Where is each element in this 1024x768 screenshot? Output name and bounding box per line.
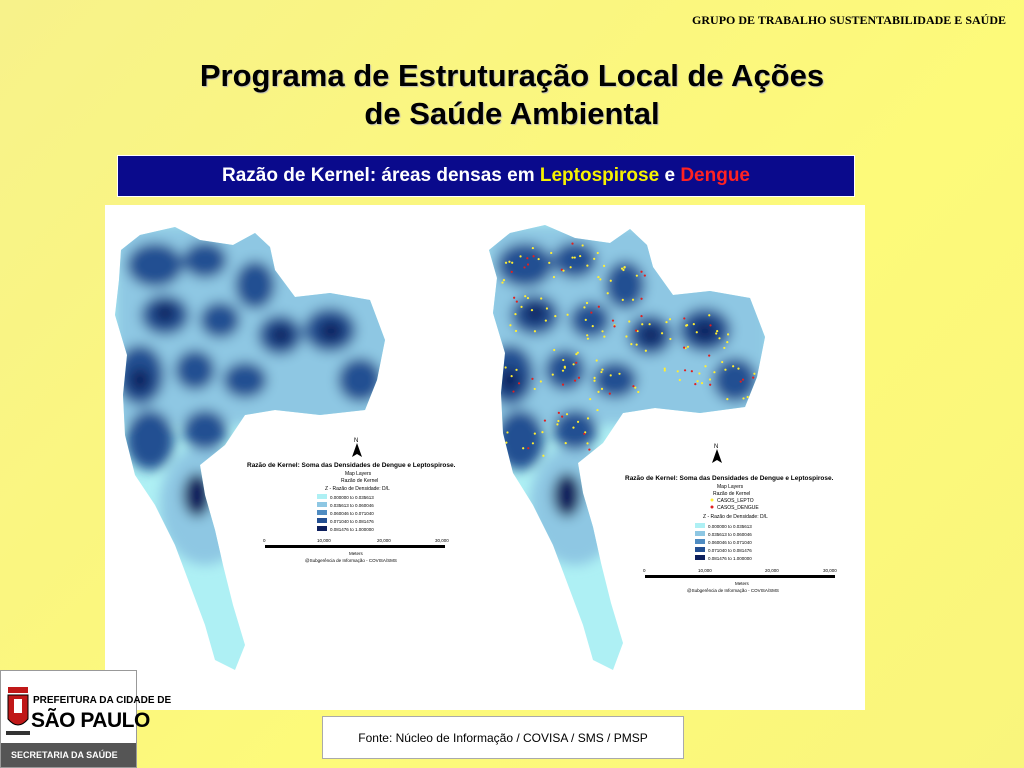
dengue-case-point bbox=[578, 377, 580, 379]
left-legend-class-3: 0.060046 to 0.071040 bbox=[330, 511, 374, 516]
dengue-case-point bbox=[526, 257, 528, 259]
lepto-case-point bbox=[515, 330, 517, 332]
left-dense-cluster bbox=[127, 243, 183, 287]
dengue-case-point bbox=[558, 412, 560, 414]
lepto-case-point bbox=[716, 330, 718, 332]
dengue-case-point bbox=[527, 263, 529, 265]
right-scale-units: Meters bbox=[735, 581, 749, 586]
dengue-case-point bbox=[683, 347, 685, 349]
dengue-case-point bbox=[490, 367, 492, 369]
lepto-case-point bbox=[661, 332, 663, 334]
lepto-case-point bbox=[585, 319, 587, 321]
dengue-case-point bbox=[562, 384, 564, 386]
lepto-case-point bbox=[570, 266, 572, 268]
dengue-case-point bbox=[612, 319, 614, 321]
lepto-case-point bbox=[649, 323, 651, 325]
lepto-case-point bbox=[593, 380, 595, 382]
right-densest-core bbox=[500, 368, 520, 392]
right-dense-cluster bbox=[545, 350, 585, 390]
left-legend-swatch-1 bbox=[317, 494, 327, 499]
lepto-case-point bbox=[571, 256, 573, 258]
lepto-case-point bbox=[500, 432, 502, 434]
left-north-label: N bbox=[354, 438, 359, 444]
dengue-case-point bbox=[512, 390, 514, 392]
dengue-case-point bbox=[684, 369, 686, 371]
lepto-case-point bbox=[601, 330, 603, 332]
lepto-case-point bbox=[601, 388, 603, 390]
lepto-case-point bbox=[509, 324, 511, 326]
right-legend-dengue-dot bbox=[711, 506, 714, 509]
left-dense-cluster bbox=[338, 358, 382, 402]
right-legend-swatch-1 bbox=[695, 523, 705, 528]
lepto-case-point bbox=[503, 279, 505, 281]
lepto-case-point bbox=[636, 343, 638, 345]
right-legend-class-5: 0.081476 to 1.000000 bbox=[708, 556, 752, 561]
lepto-case-point bbox=[540, 297, 542, 299]
dengue-case-point bbox=[488, 368, 490, 370]
lepto-case-point bbox=[496, 359, 498, 361]
dengue-case-point bbox=[752, 377, 754, 379]
lepto-case-point bbox=[538, 258, 540, 260]
left-densest-core bbox=[271, 326, 291, 344]
right-scale-0: 0 bbox=[643, 568, 646, 573]
lepto-case-point bbox=[577, 421, 579, 423]
lepto-case-point bbox=[718, 337, 720, 339]
left-legend-title: Razão de Kernel: Soma das Densidades de Dengue e Leptospirose. bbox=[247, 462, 456, 469]
lepto-case-point bbox=[532, 442, 534, 444]
dengue-case-point bbox=[708, 354, 710, 356]
lepto-case-point bbox=[582, 244, 584, 246]
lepto-case-point bbox=[597, 391, 599, 393]
left-legend-class-2: 0.035613 to 0.060046 bbox=[330, 503, 374, 508]
left-legend-field: Z - Razão de Densidade: D/L bbox=[325, 486, 390, 492]
lepto-case-point bbox=[500, 429, 502, 431]
left-dense-cluster bbox=[183, 242, 227, 278]
left-scale-units: Meters bbox=[349, 551, 363, 556]
right-legend-title: Razão de Kernel: Soma das Densidades de Dengue e Leptospirose. bbox=[625, 475, 834, 482]
dengue-case-point bbox=[544, 419, 546, 421]
lepto-case-point bbox=[723, 347, 725, 349]
lepto-case-point bbox=[511, 375, 513, 377]
lepto-case-point bbox=[669, 338, 671, 340]
lepto-case-point bbox=[596, 359, 598, 361]
left-legend-class-1: 0.000000 to 0.035613 bbox=[330, 495, 374, 500]
lepto-case-point bbox=[589, 398, 591, 400]
dengue-case-point bbox=[561, 416, 563, 418]
lepto-case-point bbox=[586, 265, 588, 267]
lepto-case-point bbox=[724, 369, 726, 371]
lepto-case-point bbox=[721, 361, 723, 363]
dengue-case-point bbox=[588, 449, 590, 451]
right-scale-30000: 30,000 bbox=[823, 568, 837, 573]
right-scale-bar bbox=[645, 575, 835, 578]
lepto-case-point bbox=[715, 332, 717, 334]
left-densest-core bbox=[155, 304, 175, 322]
lepto-case-point bbox=[566, 413, 568, 415]
lepto-case-point bbox=[708, 314, 710, 316]
dengue-case-point bbox=[691, 370, 693, 372]
lepto-case-point bbox=[726, 398, 728, 400]
dengue-case-point bbox=[709, 324, 711, 326]
right-dense-cluster bbox=[496, 410, 544, 470]
lepto-case-point bbox=[583, 306, 585, 308]
lepto-case-point bbox=[586, 334, 588, 336]
lepto-case-point bbox=[572, 427, 574, 429]
dengue-case-point bbox=[635, 330, 637, 332]
right-north-label: N bbox=[714, 444, 719, 450]
dengue-case-point bbox=[632, 385, 634, 387]
right-legend-dengue: CASOS_DENGUE bbox=[717, 505, 759, 511]
lepto-case-point bbox=[634, 387, 636, 389]
logo-line-2: SÃO PAULO bbox=[31, 709, 150, 732]
right-legend-swatch-2 bbox=[695, 531, 705, 536]
lepto-case-point bbox=[696, 331, 698, 333]
lepto-case-point bbox=[679, 379, 681, 381]
dengue-case-point bbox=[499, 439, 501, 441]
lepto-case-point bbox=[546, 307, 548, 309]
right-dense-cluster bbox=[497, 243, 553, 287]
lepto-case-point bbox=[511, 262, 513, 264]
right-legend-class-4: 0.071040 to 0.081476 bbox=[708, 548, 752, 553]
lepto-case-point bbox=[630, 343, 632, 345]
lepto-case-point bbox=[505, 442, 507, 444]
lepto-case-point bbox=[664, 367, 666, 369]
dengue-case-point bbox=[609, 393, 611, 395]
dengue-case-point bbox=[571, 243, 573, 245]
dengue-case-point bbox=[683, 317, 685, 319]
lepto-case-point bbox=[610, 280, 612, 282]
lepto-case-point bbox=[593, 377, 595, 379]
lepto-case-point bbox=[565, 442, 567, 444]
left-densest-core bbox=[319, 321, 343, 341]
lepto-case-point bbox=[572, 363, 574, 365]
lepto-case-point bbox=[645, 350, 647, 352]
left-north-arrow-icon bbox=[352, 443, 362, 457]
lepto-case-point bbox=[553, 349, 555, 351]
lepto-case-point bbox=[550, 252, 552, 254]
dengue-case-point bbox=[742, 379, 744, 381]
page-title bbox=[0, 57, 1024, 133]
left-dense-cluster bbox=[235, 261, 275, 309]
lepto-case-point bbox=[622, 299, 624, 301]
left-legend-class-5: 0.081476 to 1.000000 bbox=[330, 527, 374, 532]
lepto-case-point bbox=[562, 359, 564, 361]
dengue-case-point bbox=[640, 271, 642, 273]
lepto-case-point bbox=[641, 323, 643, 325]
dengue-case-point bbox=[613, 325, 615, 327]
lepto-case-point bbox=[566, 314, 568, 316]
dengue-case-point bbox=[518, 382, 520, 384]
lepto-case-point bbox=[677, 370, 679, 372]
lepto-case-point bbox=[698, 372, 700, 374]
right-legend-field: Z - Razão de Densidade: D/L bbox=[703, 514, 768, 520]
right-density-map bbox=[485, 225, 837, 670]
lepto-case-point bbox=[531, 309, 533, 311]
lepto-case-point bbox=[508, 261, 510, 263]
right-legend-lepto-dot bbox=[711, 499, 714, 502]
left-legend-swatch-5 bbox=[317, 526, 327, 531]
left-credit: @Subgerência de Informação - COVISA/SMS bbox=[305, 558, 397, 563]
left-dense-cluster bbox=[175, 350, 215, 390]
lepto-case-point bbox=[747, 396, 749, 398]
left-legend-layers: Map Layers bbox=[345, 471, 372, 477]
lepto-case-point bbox=[601, 369, 603, 371]
lepto-case-point bbox=[753, 373, 755, 375]
logo-line-3: SECRETARIA DA SAÚDE bbox=[1, 743, 136, 767]
right-scale-20000: 20,000 bbox=[765, 568, 779, 573]
left-scale-10000: 10,000 bbox=[317, 538, 331, 543]
lepto-case-point bbox=[596, 409, 598, 411]
lepto-case-point bbox=[577, 352, 579, 354]
group-header: GRUPO DE TRABALHO SUSTENTABILIDADE E SAÚDE bbox=[692, 13, 1006, 27]
dengue-case-point bbox=[640, 298, 642, 300]
lepto-case-point bbox=[564, 367, 566, 369]
lepto-case-point bbox=[701, 382, 703, 384]
right-map-legend bbox=[625, 444, 837, 593]
left-dense-cluster bbox=[223, 362, 267, 398]
lepto-case-point bbox=[545, 319, 547, 321]
left-density-map bbox=[115, 225, 456, 670]
right-credit: @Subgerência de Informação - COVISA/SMS bbox=[687, 588, 779, 593]
lepto-case-point bbox=[540, 380, 542, 382]
right-densest-core bbox=[553, 473, 581, 517]
lepto-case-point bbox=[562, 370, 564, 372]
lepto-case-point bbox=[487, 364, 489, 366]
lepto-case-point bbox=[506, 431, 508, 433]
right-densest-core bbox=[693, 321, 717, 341]
right-legend-layers: Map Layers bbox=[717, 484, 744, 490]
lepto-case-point bbox=[704, 365, 706, 367]
maps-svg bbox=[105, 205, 865, 710]
lepto-case-point bbox=[597, 276, 599, 278]
dengue-case-point bbox=[532, 255, 534, 257]
right-dense-cluster bbox=[570, 302, 610, 338]
lepto-case-point bbox=[737, 368, 739, 370]
left-densest-core bbox=[130, 368, 150, 392]
lepto-case-point bbox=[541, 431, 543, 433]
lepto-case-point bbox=[669, 318, 671, 320]
dengue-case-point bbox=[644, 274, 646, 276]
dengue-case-point bbox=[527, 447, 529, 449]
title-line-1: Programa de Estruturação Local de Ações bbox=[199, 58, 825, 93]
lepto-case-point bbox=[534, 330, 536, 332]
lepto-case-point bbox=[562, 270, 564, 272]
lepto-case-point bbox=[542, 455, 544, 457]
right-legend-kernel: Razão de Kernel bbox=[713, 491, 751, 497]
lepto-case-point bbox=[557, 420, 559, 422]
lepto-case-point bbox=[592, 325, 594, 327]
lepto-case-point bbox=[600, 371, 602, 373]
dengue-case-point bbox=[511, 271, 513, 273]
lepto-case-point bbox=[603, 335, 605, 337]
lepto-case-point bbox=[637, 391, 639, 393]
lepto-case-point bbox=[742, 397, 744, 399]
right-dense-cluster bbox=[553, 410, 597, 450]
title-line-2: de Saúde Ambiental bbox=[364, 96, 660, 131]
lepto-case-point bbox=[686, 324, 688, 326]
left-legend-swatch-4 bbox=[317, 518, 327, 523]
dengue-case-point bbox=[574, 380, 576, 382]
lepto-case-point bbox=[623, 266, 625, 268]
right-legend-class-3: 0.060046 to 0.071040 bbox=[708, 540, 752, 545]
lepto-case-point bbox=[696, 380, 698, 382]
lepto-case-point bbox=[587, 338, 589, 340]
lepto-case-point bbox=[628, 320, 630, 322]
lepto-case-point bbox=[709, 378, 711, 380]
left-legend-swatch-2 bbox=[317, 502, 327, 507]
lepto-case-point bbox=[597, 252, 599, 254]
right-dense-cluster bbox=[553, 242, 597, 278]
lepto-case-point bbox=[610, 374, 612, 376]
dengue-case-point bbox=[583, 433, 585, 435]
lepto-case-point bbox=[514, 313, 516, 315]
dengue-case-point bbox=[740, 381, 742, 383]
lepto-case-point bbox=[495, 426, 497, 428]
lepto-case-point bbox=[503, 446, 505, 448]
left-legend-kernel: Razão de Kernel bbox=[341, 478, 379, 484]
lepto-case-point bbox=[732, 365, 734, 367]
lepto-case-point bbox=[632, 299, 634, 301]
lepto-case-point bbox=[548, 262, 550, 264]
dengue-case-point bbox=[516, 300, 518, 302]
lepto-case-point bbox=[693, 323, 695, 325]
lepto-case-point bbox=[593, 258, 595, 260]
lepto-case-point bbox=[664, 369, 666, 371]
left-scale-20000: 20,000 bbox=[377, 538, 391, 543]
lepto-case-point bbox=[579, 255, 581, 257]
left-legend-class-4: 0.071040 to 0.081476 bbox=[330, 519, 374, 524]
lepto-case-point bbox=[492, 354, 494, 356]
right-dense-cluster bbox=[593, 362, 637, 398]
subtitle-dengue: Dengue bbox=[680, 165, 750, 186]
lepto-case-point bbox=[586, 302, 588, 304]
map-panel bbox=[105, 205, 865, 710]
dengue-case-point bbox=[640, 315, 642, 317]
lepto-case-point bbox=[501, 281, 503, 283]
lepto-case-point bbox=[587, 417, 589, 419]
right-legend-lepto: CASOS_LEPTO bbox=[717, 498, 754, 504]
lepto-case-point bbox=[574, 256, 576, 258]
lepto-case-point bbox=[491, 360, 493, 362]
left-densest-core bbox=[183, 473, 211, 517]
city-crest-icon bbox=[5, 679, 31, 749]
source-caption: Fonte: Núcleo de Informação / COVISA / SMS / PMSP bbox=[322, 716, 684, 759]
dengue-case-point bbox=[590, 311, 592, 313]
lepto-case-point bbox=[522, 447, 524, 449]
lepto-case-point bbox=[603, 265, 605, 267]
lepto-case-point bbox=[727, 333, 729, 335]
subtitle-prefix: Razão de Kernel: áreas densas em bbox=[222, 165, 540, 186]
right-legend-swatch-5 bbox=[695, 555, 705, 560]
dengue-case-point bbox=[523, 266, 525, 268]
right-densest-core bbox=[525, 304, 545, 322]
lepto-case-point bbox=[618, 373, 620, 375]
left-dense-cluster bbox=[126, 410, 174, 470]
lepto-case-point bbox=[622, 269, 624, 271]
lepto-case-point bbox=[665, 321, 667, 323]
left-scale-30000: 30,000 bbox=[435, 538, 449, 543]
lepto-case-point bbox=[599, 278, 601, 280]
lepto-case-point bbox=[532, 247, 534, 249]
right-north-arrow-icon bbox=[712, 449, 722, 463]
right-legend-class-2: 0.035613 to 0.060046 bbox=[708, 532, 752, 537]
subtitle-leptospirose: Leptospirose bbox=[539, 165, 660, 186]
lepto-case-point bbox=[586, 442, 588, 444]
left-scale-bar bbox=[265, 545, 445, 548]
lepto-case-point bbox=[556, 423, 558, 425]
dengue-case-point bbox=[575, 362, 577, 364]
left-dense-cluster bbox=[200, 302, 240, 338]
lepto-case-point bbox=[554, 315, 556, 317]
lepto-case-point bbox=[553, 276, 555, 278]
logo-line-1: PREFEITURA DA CIDADE DE bbox=[33, 695, 172, 706]
lepto-case-point bbox=[519, 255, 521, 257]
lepto-case-point bbox=[527, 297, 529, 299]
subtitle-middle: e bbox=[659, 165, 681, 186]
dengue-case-point bbox=[709, 384, 711, 386]
lepto-case-point bbox=[607, 292, 609, 294]
right-legend-swatch-3 bbox=[695, 539, 705, 544]
lepto-case-point bbox=[687, 346, 689, 348]
right-legend-swatch-4 bbox=[695, 547, 705, 552]
right-scale-10000: 10,000 bbox=[698, 568, 712, 573]
dengue-case-point bbox=[513, 297, 515, 299]
lepto-case-point bbox=[552, 374, 554, 376]
subtitle-banner bbox=[117, 155, 855, 197]
left-scale-0: 0 bbox=[263, 538, 266, 543]
prefeitura-logo bbox=[0, 670, 172, 768]
right-dense-cluster bbox=[713, 358, 757, 402]
lepto-case-point bbox=[726, 341, 728, 343]
lepto-case-point bbox=[515, 369, 517, 371]
lepto-case-point bbox=[524, 295, 526, 297]
lepto-case-point bbox=[713, 371, 715, 373]
right-densest-core bbox=[641, 326, 661, 344]
left-legend-swatch-3 bbox=[317, 510, 327, 515]
lepto-case-point bbox=[534, 433, 536, 435]
right-legend-class-1: 0.000000 to 0.035613 bbox=[708, 524, 752, 529]
lepto-case-point bbox=[505, 262, 507, 264]
lepto-case-point bbox=[505, 366, 507, 368]
left-map-legend bbox=[247, 438, 456, 563]
lepto-case-point bbox=[534, 388, 536, 390]
dengue-case-point bbox=[499, 379, 501, 381]
lepto-case-point bbox=[636, 275, 638, 277]
lepto-case-point bbox=[520, 306, 522, 308]
dengue-case-point bbox=[531, 378, 533, 380]
lepto-case-point bbox=[625, 335, 627, 337]
left-dense-cluster bbox=[183, 410, 227, 450]
dengue-case-point bbox=[598, 306, 600, 308]
dengue-case-point bbox=[694, 383, 696, 385]
